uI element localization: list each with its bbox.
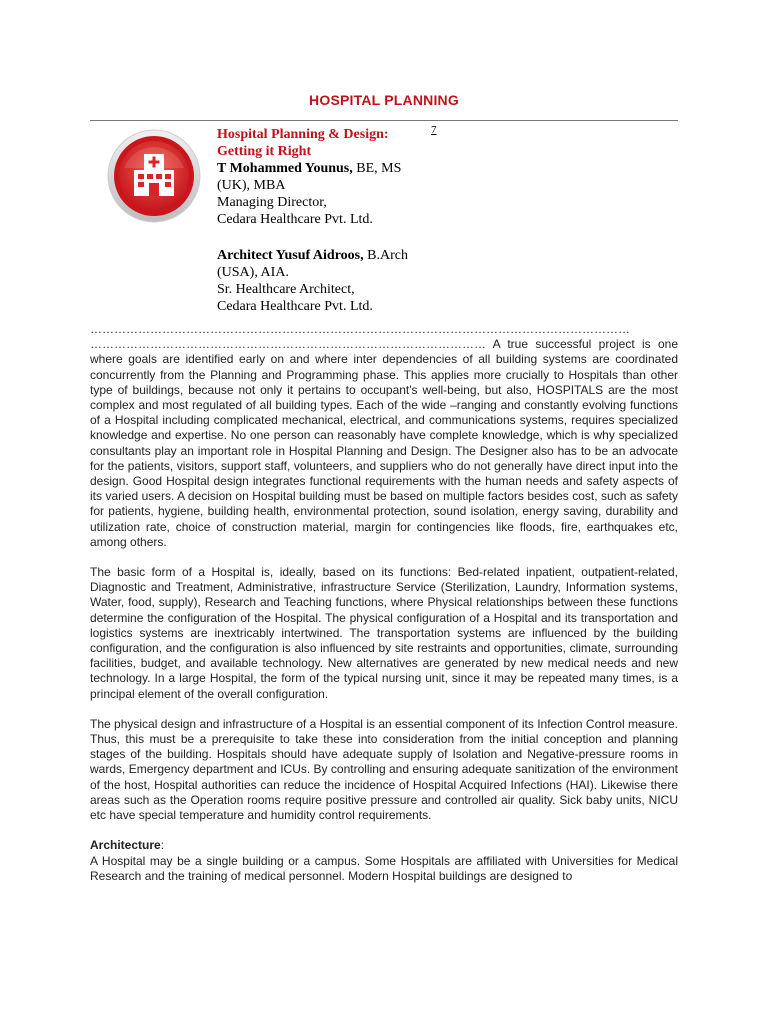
- author-1-quals-b: (UK), MBA: [217, 178, 286, 193]
- title-divider: [90, 120, 678, 121]
- section-heading: Architecture: [90, 838, 161, 853]
- architecture-section: [90, 838, 678, 853]
- paragraph-3: The physical design and infrastructure of a Hospital is an essential component of its Infection Control measure. Thus, this must be a prerequisite to take these into consideration from the initial conception and planning stages of the building. Hospitals should have adequate supply of Isolation and Negative-pressure rooms in wards, Emergency department and ICUs. By controlling and ensuring adequate sanitization of the environment of the host, Hospital authorities can reduce the incidence of Hospital Acquired Infections (HAI). Likewise there areas such as the Operation rooms require positive pressure and controlled air quality. Sick baby units, NICU etc have special temperature and humidity control requirements.: [90, 716, 678, 823]
- article-header: [217, 126, 457, 315]
- paragraph-1-text: A true successful project is one where goals are identified early on and where inter dependencies of all building systems are coordinated concurrently from the Planning and Programming phase. This applies more crucially to Hospitals than other type of buildings, because not only it pertains to occupant's well-being, but also, HOSPITALS are the most complex and most regulated of all building types. Each of the wide –ranging and constantly evolving functions of a Hospital including complicated mechanical, electrical, and communications systems, requires specialized knowledge and expertise. No one person can reasonably have complete knowledge, which is why specialized consultants play an important role in Hospital Planning and Design. The Designer also has to be an advocate for the patients, visitors, support staff, volunteers, and suppliers who do not generally have direct input into the design. Good Hospital design integrates functional requirements with the human needs and safety aspects of its varied users. A decision on Hospital building must be based on multiple factors besides cost, such as safety for patients, hygiene, building health, environmental protection, sound isolation, energy saving, durability and utilization rate, choice of construction material, margin for contingencies like floods, fire, earthquakes etc, among others.: [90, 337, 678, 549]
- paragraph-2: The basic form of a Hospital is, ideally, based on its functions: Bed-related inpatient, outpatient-related, Diagnostic and Treatment, Administrative, infrastructure Service (Sterilization, Laundry, Information systems, Water, food, supply), Research and Teaching functions, where Physical relationships between these functions determine the configuration of the Hospital. The physical configuration of a Hospital and its transportation and logistics systems are inextricably intertwined. The transportation systems are influenced by the building configuration, and the configuration is also influenced by site restraints and opportunities, climate, surrounding facilities, budget, and available technology. New alternatives are generated by new medical needs and new technology. In a large Hospital, the form of the typical nursing unit, since it may be repeated many times, is a principal element of the overall configuration.: [90, 565, 678, 701]
- author-1-quals-a: BE, MS: [352, 161, 402, 176]
- section-heading-colon: :: [160, 838, 165, 853]
- author-2-quals-b: (USA), AIA.: [217, 265, 289, 280]
- paragraph-4: A Hospital may be a single building or a campus. Some Hospitals are affiliated with Universities for Medical Research and the training of medical personnel. Modern Hospital buildings are designed to: [90, 853, 678, 883]
- dotted-leader-2: ………………………………………………………………………………………: [90, 337, 486, 352]
- author-1-org: Cedara Healthcare Pvt. Ltd.: [217, 212, 373, 227]
- author-1-role: Managing Director,: [217, 195, 327, 210]
- page-title: HOSPITAL PLANNING: [309, 92, 459, 108]
- article-heading-line-2: Getting it Right: [217, 144, 312, 159]
- author-2-org: Cedara Healthcare Pvt. Ltd.: [217, 299, 373, 314]
- paragraph-1: [90, 337, 678, 550]
- author-1-name: T Mohammed Younus,: [217, 161, 353, 176]
- author-2-role: Sr. Healthcare Architect,: [217, 282, 355, 297]
- author-2-name: Architect Yusuf Aidroos,: [217, 248, 364, 263]
- hospital-building-icon: [106, 128, 202, 224]
- article-body: [90, 322, 678, 899]
- author-1-name-line: [217, 160, 457, 177]
- author-2-quals-a: B.Arch: [363, 248, 408, 263]
- author-2-name-line: [217, 247, 457, 264]
- footnote-reference[interactable]: 7: [431, 124, 437, 136]
- article-heading-line-1: Hospital Planning & Design:: [217, 127, 389, 142]
- dotted-leader-1: ………………………………………………………………………………………………………………………: [90, 322, 630, 336]
